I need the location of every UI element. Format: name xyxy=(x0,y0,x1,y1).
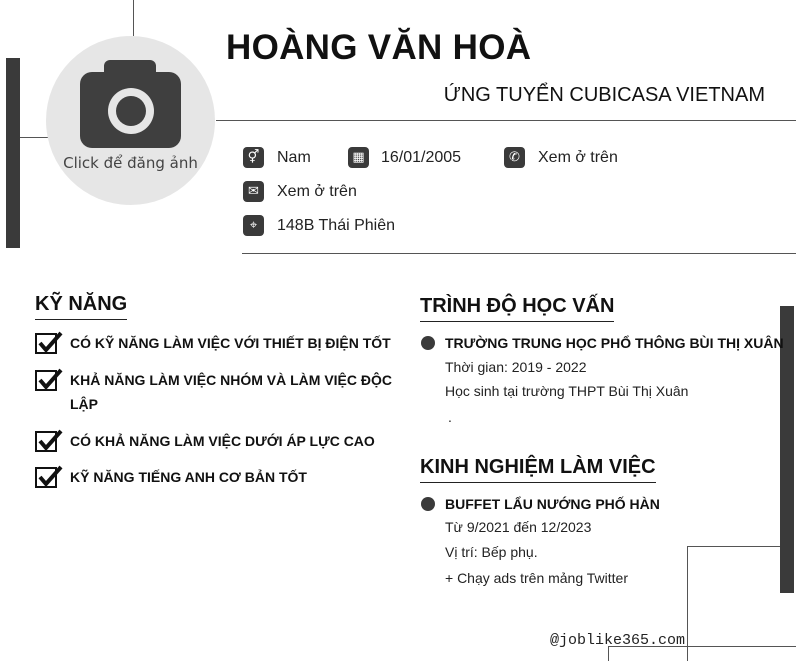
skill-item: KỸ NĂNG TIẾNG ANH CƠ BẢN TỐT xyxy=(70,469,307,485)
watermark: @joblike365.com xyxy=(550,632,686,649)
education-desc: Học sinh tại trường THPT Bùi Thị Xuân xyxy=(445,383,689,399)
experience-period: Từ 9/2021 đến 12/2023 xyxy=(445,519,592,535)
school-name: TRƯỜNG TRUNG HỌC PHỔ THÔNG BÙI THỊ XUÂN xyxy=(445,335,784,351)
avatar-upload[interactable] xyxy=(46,36,215,205)
candidate-name: HOÀNG VĂN HOÀ xyxy=(226,28,532,67)
gender-value: Nam xyxy=(277,149,311,166)
check-icon xyxy=(35,429,63,453)
photo-caption: Click để đăng ảnh xyxy=(63,154,198,172)
deco-left-bar xyxy=(6,58,20,248)
email-icon: ✉ xyxy=(243,181,264,202)
education-title: TRÌNH ĐỘ HỌC VẤN xyxy=(420,295,614,322)
skill-item: CÓ KHẢ NĂNG LÀM VIỆC DƯỚI ÁP LỰC CAO xyxy=(70,433,375,449)
email-value: Xem ở trên xyxy=(277,183,357,200)
phone-icon: ✆ xyxy=(504,147,525,168)
bullet-icon xyxy=(421,336,435,350)
education-time: Thời gian: 2019 - 2022 xyxy=(445,359,587,375)
experience-note: + Chạy ads trên mảng Twitter xyxy=(445,570,628,586)
header-divider xyxy=(216,120,796,121)
experience-position: Vị trí: Bếp phụ. xyxy=(445,544,538,560)
deco-left-horizontal-line xyxy=(20,137,48,138)
gender-icon: ⚥ xyxy=(243,147,264,168)
bullet-icon xyxy=(421,497,435,511)
company-name: BUFFET LẨU NƯỚNG PHỐ HÀN xyxy=(445,496,660,512)
location-icon: ⌖ xyxy=(243,215,264,236)
check-icon xyxy=(35,368,63,392)
deco-top-vertical-line xyxy=(133,0,134,36)
calendar-icon: ▦ xyxy=(348,147,369,168)
contact-divider xyxy=(242,253,796,254)
skill-item: KHẢ NĂNG LÀM VIỆC NHÓM VÀ LÀM VIỆC ĐỘC LẬP xyxy=(70,372,392,412)
phone-value: Xem ở trên xyxy=(538,149,618,166)
deco-corner-v1 xyxy=(687,546,688,661)
birthday-value: 16/01/2005 xyxy=(381,149,462,166)
address-value: 148B Thái Phiên xyxy=(277,217,396,234)
skill-item: CÓ KỸ NĂNG LÀM VIỆC VỚI THIẾT BỊ ĐIỆN TỐT xyxy=(70,335,391,351)
skills-title: KỸ NĂNG xyxy=(35,293,127,320)
education-extra: . xyxy=(448,409,452,425)
check-icon xyxy=(35,465,63,489)
check-icon xyxy=(35,331,63,355)
apply-position: ỨNG TUYỂN CUBICASA VIETNAM xyxy=(443,84,765,106)
deco-corner-h1 xyxy=(687,546,780,547)
experience-title: KINH NGHIỆM LÀM VIỆC xyxy=(420,456,656,483)
